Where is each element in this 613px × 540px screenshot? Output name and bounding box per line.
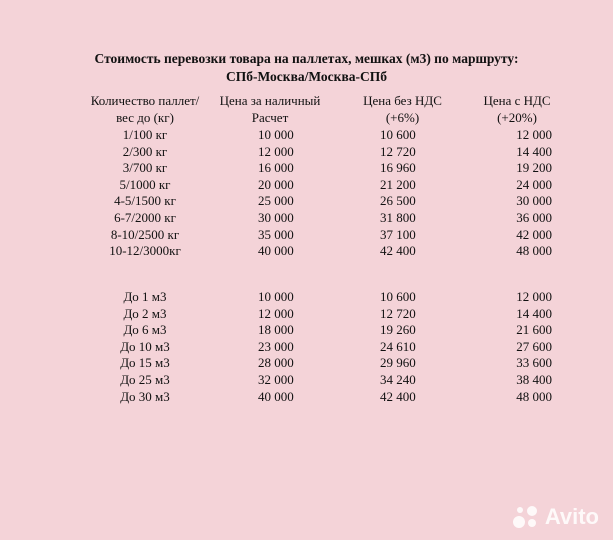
table-cell: 2/300 кг — [122, 144, 168, 159]
watermark-text: Avito — [544, 504, 599, 529]
table-row — [0, 226, 613, 243]
column-header: Расчет — [251, 110, 289, 125]
column-header: вес до (кг) — [116, 110, 174, 125]
column-header: (+20%) — [497, 110, 537, 125]
table-cell: 19 260 — [380, 322, 416, 337]
table-cell: 12 000 — [258, 144, 294, 159]
table-cell: 48 000 — [516, 389, 552, 404]
table-cell: 30 000 — [516, 193, 552, 208]
column-header: Цена без НДС — [363, 93, 442, 108]
table-row — [0, 242, 613, 259]
table-cell: 30 000 — [258, 210, 294, 225]
table-row — [0, 388, 613, 405]
table-cell: 34 240 — [380, 372, 416, 387]
table-cell: 12 000 — [516, 127, 552, 142]
table-cell: 8-10/2500 кг — [110, 227, 180, 242]
table-cell: 35 000 — [258, 227, 294, 242]
table-cell: 33 600 — [516, 355, 552, 370]
table-cell: 10 600 — [380, 289, 416, 304]
table-cell: До 10 м3 — [120, 339, 170, 354]
table-cell: 10 000 — [258, 127, 294, 142]
page-title — [0, 50, 613, 86]
table-cell: 42 400 — [380, 243, 416, 258]
table-cell: 20 000 — [258, 177, 294, 192]
table-cell: 10 000 — [258, 289, 294, 304]
table-cell: До 25 м3 — [120, 372, 170, 387]
table-cell: 14 400 — [516, 144, 552, 159]
table-cell: До 6 м3 — [123, 322, 167, 337]
table-cell: 29 960 — [380, 355, 416, 370]
table-cell: 4-5/1500 кг — [114, 193, 176, 208]
table-cell: 36 000 — [516, 210, 552, 225]
table-cell: 10 600 — [380, 127, 416, 142]
table-cell: 12 000 — [258, 306, 294, 321]
title-line-2: СПб-Москва/Москва-СПб — [226, 69, 387, 84]
table-cell: 16 000 — [258, 160, 294, 175]
table-row — [0, 321, 613, 338]
table-cell: До 2 м3 — [123, 306, 167, 321]
table-cell: 31 800 — [380, 210, 416, 225]
avito-logo-icon — [511, 504, 541, 530]
table-cell: 3/700 кг — [122, 160, 168, 175]
table-row — [0, 288, 613, 305]
table-row — [0, 305, 613, 322]
header-row — [0, 92, 613, 109]
avito-watermark — [511, 504, 599, 530]
table-cell: 21 600 — [516, 322, 552, 337]
table-row — [0, 209, 613, 226]
table-cell: 24 610 — [380, 339, 416, 354]
table-row — [0, 354, 613, 371]
table-cell: 42 400 — [380, 389, 416, 404]
table-cell: 21 200 — [380, 177, 416, 192]
table-cell: 1/100 кг — [122, 127, 168, 142]
table-cell: 27 600 — [516, 339, 552, 354]
table-cell: 14 400 — [516, 306, 552, 321]
table-cell: 40 000 — [258, 243, 294, 258]
header-row — [0, 109, 613, 126]
table-row — [0, 192, 613, 209]
column-header: Количество паллет/ — [90, 93, 200, 108]
table-cell: 16 960 — [380, 160, 416, 175]
table-row — [0, 143, 613, 160]
table-row — [0, 371, 613, 388]
table-cell: 23 000 — [258, 339, 294, 354]
table-cell: 18 000 — [258, 322, 294, 337]
table-cell: 12 720 — [380, 306, 416, 321]
table-cell: 10-12/3000кг — [109, 243, 181, 258]
column-header: Цена с НДС — [483, 93, 551, 108]
column-header: (+6%) — [385, 110, 420, 125]
table-cell: 48 000 — [516, 243, 552, 258]
table-cell: 42 000 — [516, 227, 552, 242]
table-cell: 12 000 — [516, 289, 552, 304]
table-cell: 6-7/2000 кг — [114, 210, 176, 225]
table-cell: 5/1000 кг — [119, 177, 171, 192]
table-cell: 24 000 — [516, 177, 552, 192]
table-cell: До 15 м3 — [120, 355, 170, 370]
table-row — [0, 126, 613, 143]
column-header: Цена за наличный — [219, 93, 321, 108]
table-cell: 28 000 — [258, 355, 294, 370]
table-row — [0, 338, 613, 355]
table-cell: 25 000 — [258, 193, 294, 208]
table-row — [0, 159, 613, 176]
table-cell: 37 100 — [380, 227, 416, 242]
title-line-1: Стоимость перевозки товара на паллетах, мешках (м3) по маршруту: — [94, 51, 519, 66]
table-cell: 19 200 — [516, 160, 552, 175]
table-row — [0, 176, 613, 193]
table-cell: До 1 м3 — [123, 289, 167, 304]
table-cell: 26 500 — [380, 193, 416, 208]
table-cell: 32 000 — [258, 372, 294, 387]
table-cell: 40 000 — [258, 389, 294, 404]
table-cell: 12 720 — [380, 144, 416, 159]
table-cell: 38 400 — [516, 372, 552, 387]
table-cell: До 30 м3 — [120, 389, 170, 404]
